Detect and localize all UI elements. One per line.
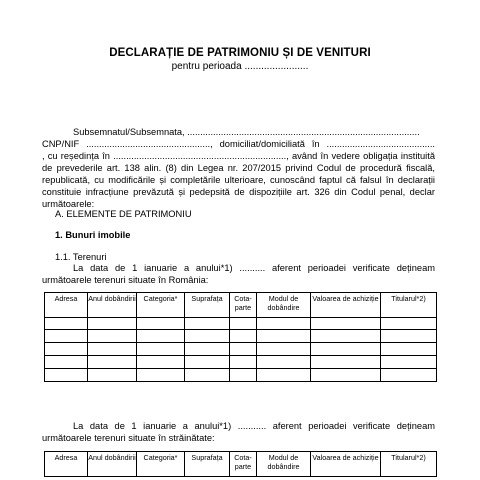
terenuri-strainatate-text: La data de 1 ianuarie a anului*1) ........... aferent perioadei verificate dețineam (73, 421, 435, 431)
column-header-titularul: Titularul*2) (381, 293, 437, 318)
column-header-modul-de-dobandire: Modul de dobândire (257, 293, 311, 318)
column-header-modul-de-dobandire: Modul de dobândire (257, 452, 311, 477)
table-row (45, 343, 437, 356)
column-header-cota-parte: Cota-parte (230, 293, 257, 318)
column-header-titularul: Titularul*2) (381, 452, 437, 477)
intro-line: constituie infracțiune prevăzută și pedepsită de dispozițiile art. 326 din Codul penal, declar (42, 187, 435, 197)
terenuri-romania-text: La data de 1 ianuarie a anului*1) .......... aferent perioadei verificate dețineam (73, 263, 435, 273)
table-header-row (45, 293, 437, 318)
column-header-suprafata: Suprafața (185, 293, 230, 318)
document-title: DECLARAȚIE DE PATRIMONIU ȘI DE VENITURI (109, 47, 371, 59)
section-heading-terenuri: 1.1. Terenuri (55, 252, 107, 262)
terenuri-romania-table (44, 292, 437, 382)
table-header-row (45, 452, 437, 477)
intro-line: CNP/NIF ................................................, domiciliat/domiciliată în .......................................... (42, 139, 435, 149)
column-header-suprafata: Suprafața (185, 452, 230, 477)
terenuri-strainatate-text: următoarele terenuri situate în străinătate: (42, 433, 215, 443)
intro-line: de prevederile art. 138 alin. (8) din Legea nr. 207/2015 privind Codul de procedură fiscală, (42, 163, 435, 173)
table-row (45, 330, 437, 343)
column-header-categoria: Categoria* (137, 452, 185, 477)
column-header-adresa: Adresa (45, 452, 88, 477)
section-heading-a: A. ELEMENTE DE PATRIMONIU (55, 209, 192, 219)
section-heading-bunuri-imobile: 1. Bunuri imobile (55, 230, 131, 240)
column-header-anul-dobandirii: Anul dobândirii (88, 452, 137, 477)
intro-line: , cu reședința în ..................................................................., având în vedere obligația instituită (42, 151, 435, 161)
intro-line: Subsemnatul/Subsemnata, .......................................................................................... (73, 127, 420, 137)
table-row (45, 356, 437, 369)
intro-line: republicată, cu modificările și completările ulterioare, cunoscând faptul că falsul în declarații (42, 175, 435, 185)
column-header-adresa: Adresa (45, 293, 88, 318)
document-subtitle: pentru perioada ....................... (171, 61, 309, 72)
column-header-valoarea-de-achizitie: Valoarea de achiziție (311, 452, 381, 477)
column-header-anul-dobandirii: Anul dobândirii (88, 293, 137, 318)
column-header-categoria: Categoria* (137, 293, 185, 318)
column-header-valoarea-de-achizitie: Valoarea de achiziție (311, 293, 381, 318)
intro-line: următoarele: (42, 199, 95, 209)
column-header-cota-parte: Cota-parte (230, 452, 257, 477)
table-row (45, 369, 437, 382)
table-row (45, 318, 437, 330)
terenuri-strainatate-table (44, 451, 437, 477)
terenuri-romania-text: următoarele terenuri situate în România: (42, 275, 209, 285)
